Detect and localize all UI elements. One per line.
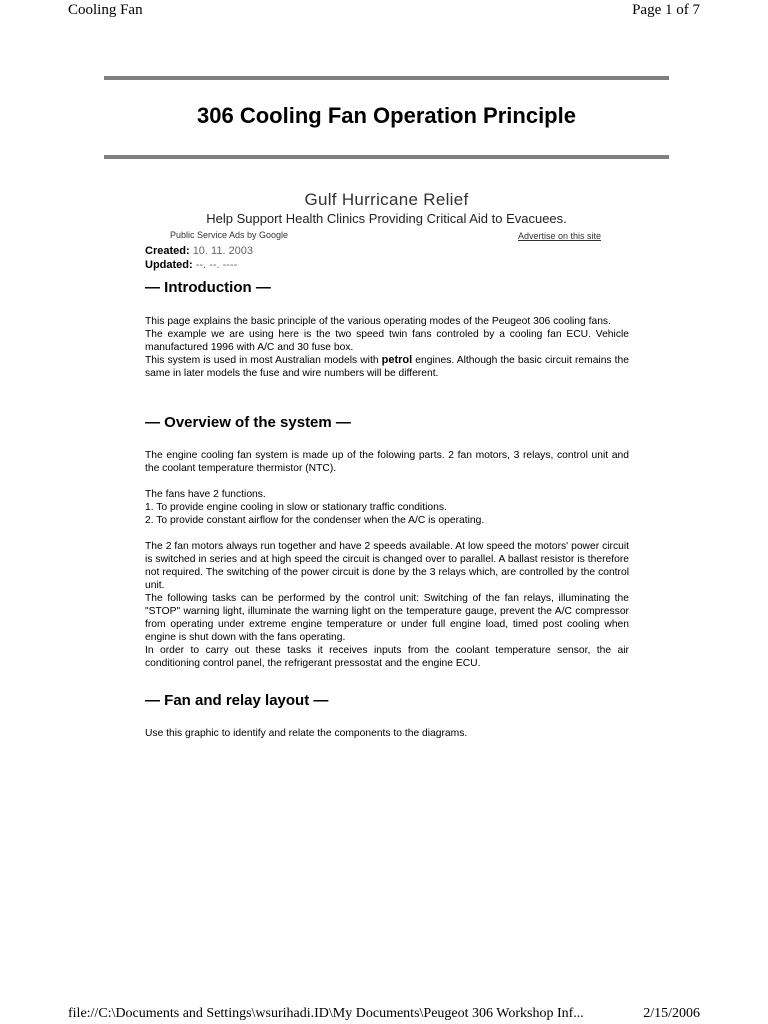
overview-paragraph-3: The 2 fan motors always run together and have 2 speeds available. At low speed the motors' power circuit is switched in series and at high speed the circuit is changed over to parallel. A ballast resistor is therefore not required. The switching of the power circuit is done by the 3 relays which, are controlled by the control unit.	[145, 541, 629, 591]
intro-paragraph-3: This system is used in most Australian models with petrol engines. Although the basic circuit remains the same in later models the fuse and wire numbers will be different.	[145, 354, 629, 379]
footer-date: 2/15/2006	[643, 1006, 700, 1021]
created-date	[145, 245, 253, 257]
functions-intro: The fans have 2 functions.	[145, 489, 266, 500]
created-label: Created:	[145, 245, 190, 257]
footer-file-path: file://C:\Documents and Settings\wsurihadi.ID\My Documents\Peugeot 306 Workshop Inf...	[68, 1006, 584, 1021]
overview-heading: — Overview of the system —	[145, 414, 351, 431]
updated-date	[145, 259, 237, 271]
ad-credit[interactable]: Public Service Ads by Google	[170, 230, 289, 240]
updated-label: Updated:	[145, 259, 193, 271]
function-1: 1. To provide engine cooling in slow or stationary traffic conditions.	[145, 502, 447, 513]
advertise-link[interactable]: Advertise on this site	[518, 231, 602, 241]
overview-paragraph-4: The following tasks can be performed by the control unit: Switching of the fan relays, illuminating the "STOP" warning light, illuminate the warning light on the temperature gauge, prevent the A/C compressor from operating under extreme engine temperature or under full engine load, timed post cooling when engine is shut down with the fans operating.	[145, 593, 629, 643]
document-title: 306 Cooling Fan Operation Principle	[197, 103, 576, 128]
created-value: 10. 11. 2003	[192, 245, 254, 257]
intro-paragraph-2: The example we are using here is the two speed twin fans controled by a cooling fan ECU. Vehicle manufactured 1996 with A/C and 30 fuse box.	[145, 329, 629, 353]
function-2: 2. To provide constant airflow for the condenser when the A/C is operating.	[145, 515, 485, 526]
introduction-heading: — Introduction —	[145, 279, 271, 296]
layout-paragraph: Use this graphic to identify and relate the components to the diagrams.	[145, 728, 468, 739]
overview-paragraph-5: In order to carry out these tasks it receives inputs from the coolant temperature sensor, the air conditioning control panel, the refrigerant pressostat and the engine ECU.	[145, 645, 629, 669]
introduction-text	[145, 315, 629, 380]
ad-text: Help Support Health Clinics Providing Critical Aid to Evacuees.	[206, 211, 567, 226]
petrol-emphasis: petrol	[381, 354, 413, 366]
overview-details	[145, 540, 629, 670]
page-number: Page 1 of 7	[632, 2, 700, 18]
fan-relay-layout-heading: — Fan and relay layout —	[145, 692, 329, 709]
updated-value: --. --. ----	[195, 259, 238, 271]
page-header-title: Cooling Fan	[68, 2, 143, 18]
ad-title-link[interactable]: Gulf Hurricane Relief	[304, 190, 469, 209]
intro-paragraph-1: This page explains the basic principle of the various operating modes of the Peugeot 306 cooling fans.	[145, 316, 611, 327]
fan-functions-list	[145, 488, 629, 527]
title-top-rule	[104, 76, 669, 80]
overview-paragraph-1: The engine cooling fan system is made up of the folowing parts. 2 fan motors, 3 relays, control unit and the coolant temperature thermistor (NTC).	[145, 450, 629, 474]
title-bottom-rule	[104, 155, 669, 159]
